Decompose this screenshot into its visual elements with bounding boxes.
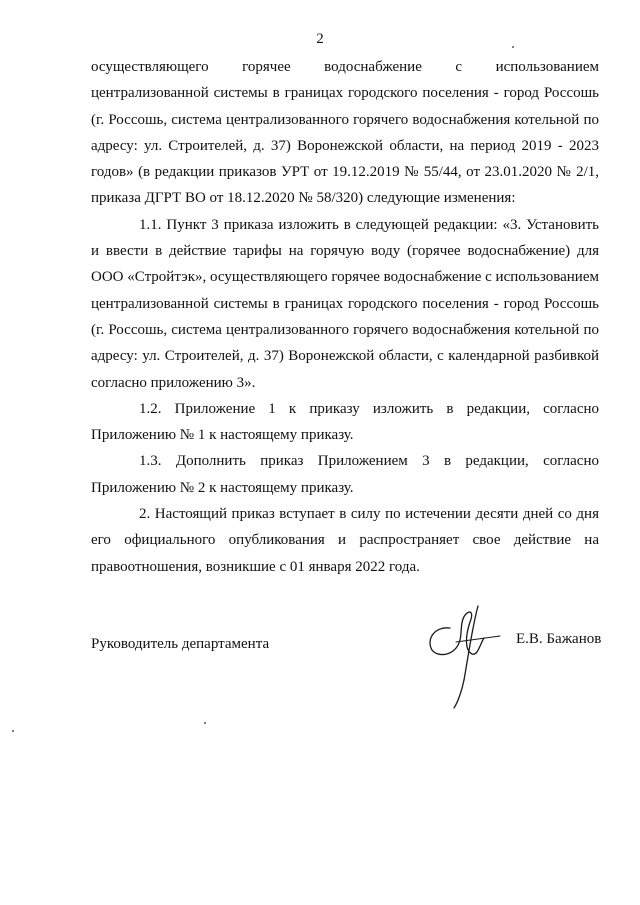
paragraph-item-1-3: 1.3. Дополнить приказ Приложением 3 в редакции, согласно Приложению № 2 к настоящему приказу. <box>91 453 599 496</box>
paragraph-item-2: 2. Настоящий приказ вступает в силу по истечении десяти дней со дня его официального опубликования и распространяет свое действие на правоотношения, возникшие с 01 января 2022 года. <box>91 506 599 575</box>
signatory-position: Руководитель департамента <box>91 636 270 652</box>
scan-speck <box>512 46 514 48</box>
paragraph-item-1-1: 1.1. Пункт 3 приказа изложить в следующей редакции: «3. Установить и ввести в действие тарифы на горячую воду (горячее водоснабжение) для ООО «Стройтэк», осуществляющего горячее водоснабжение с использованием централизованной системы в границах городского поселения - город Россошь (г. Россошь, система централизованного горячего водоснабжения котельной по адресу: ул. Строителей, д. 37) Воронежской области, с календарной разбивкой согласно приложению 3». <box>91 216 599 391</box>
page-number: 2 <box>316 31 324 47</box>
paragraph-item-1-2: 1.2. Приложение 1 к приказу изложить в редакции, согласно Приложению № 1 к настоящему приказу. <box>91 400 599 444</box>
scan-speck <box>204 722 206 724</box>
handwritten-signature <box>420 598 510 713</box>
paragraph-continuation: осуществляющего горячее водоснабжение с использованием централизованной системы в границах городского поселения - город Россошь (г. Россошь, система централизованного горячего водоснабжения котельной по адресу: ул. Строителей, д. 37) Воронежской области, на период 2019 - 2023 годов» (в редакции приказов УРТ от 19.12.2019 № 55/44, от 23.01.2020 № 2/1, приказа ДГРТ ВО от 18.12.2020 № 58/320) следующие изменения: <box>91 59 599 207</box>
scan-speck <box>12 730 14 732</box>
document-body <box>91 54 599 580</box>
signatory-name: Е.В. Бажанов <box>516 631 602 647</box>
